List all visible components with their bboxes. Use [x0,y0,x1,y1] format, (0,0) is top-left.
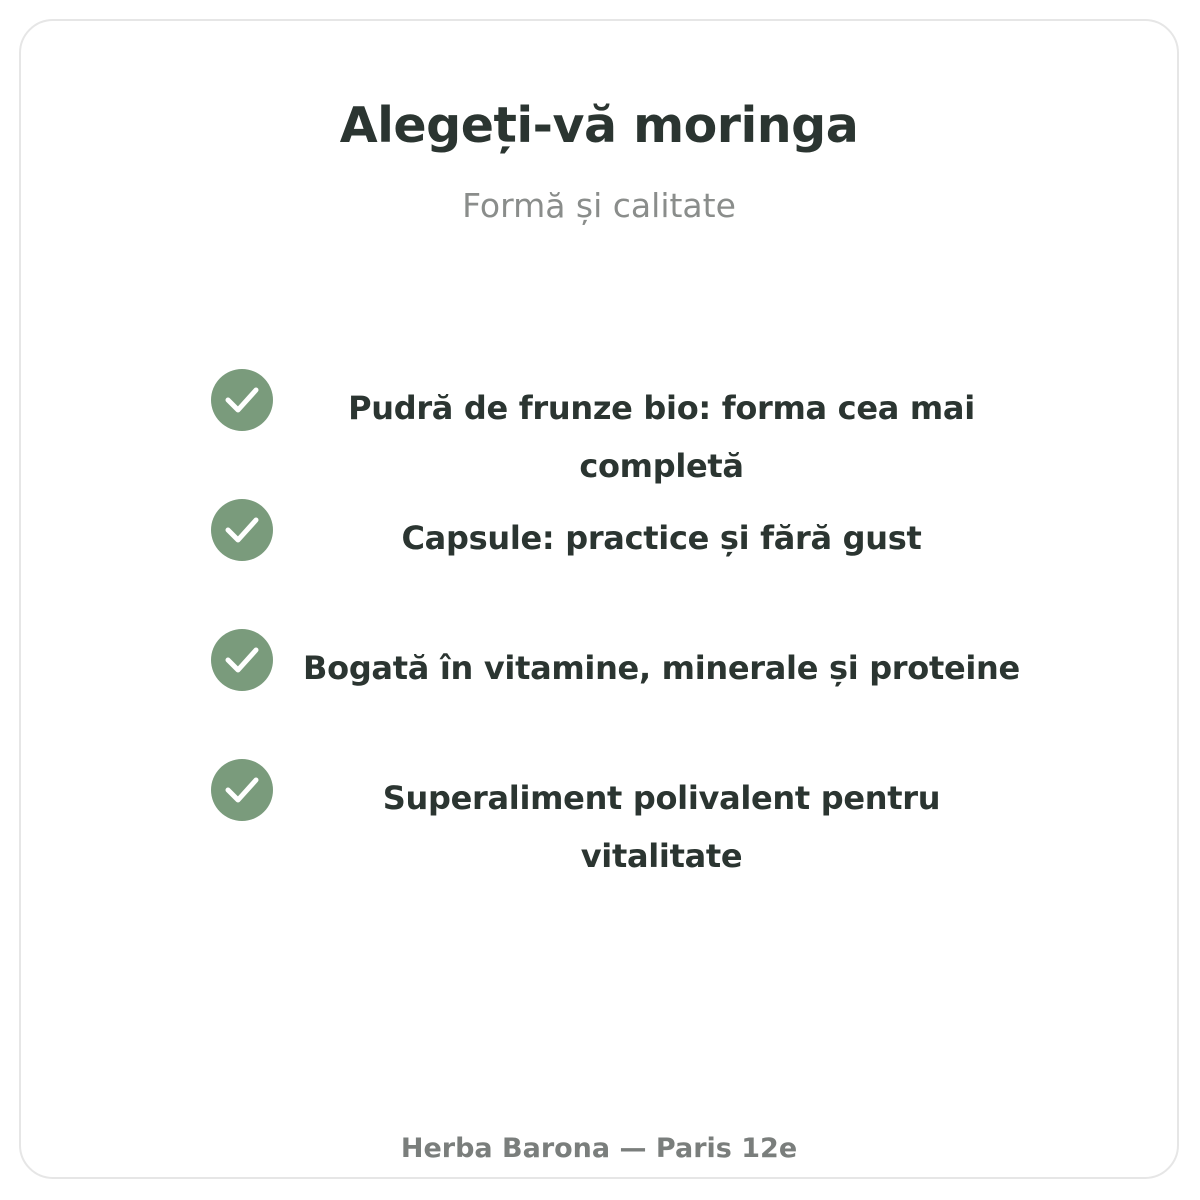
benefit-item [21,499,1177,619]
footer-text: Herba Barona — Paris 12e [400,1133,798,1164]
benefit-text: Capsule: practice și fără gust [401,519,922,557]
benefit-item [21,369,1177,489]
benefit-item [21,629,1177,749]
page-subtitle: Formă și calitate [462,186,736,225]
benefit-text: Bogată în vitamine, minerale și proteine [303,649,1020,687]
info-card [19,19,1179,1179]
check-icon [211,499,273,561]
benefit-item [21,759,1177,879]
check-icon [211,759,273,821]
benefit-text: Pudră de frunze bio: forma cea mai completă [348,389,975,485]
check-icon [211,369,273,431]
check-icon [211,629,273,691]
page-title: Alegeți-vă moringa [339,97,859,154]
benefit-text: Superaliment polivalent pentru vitalitate [382,779,941,875]
